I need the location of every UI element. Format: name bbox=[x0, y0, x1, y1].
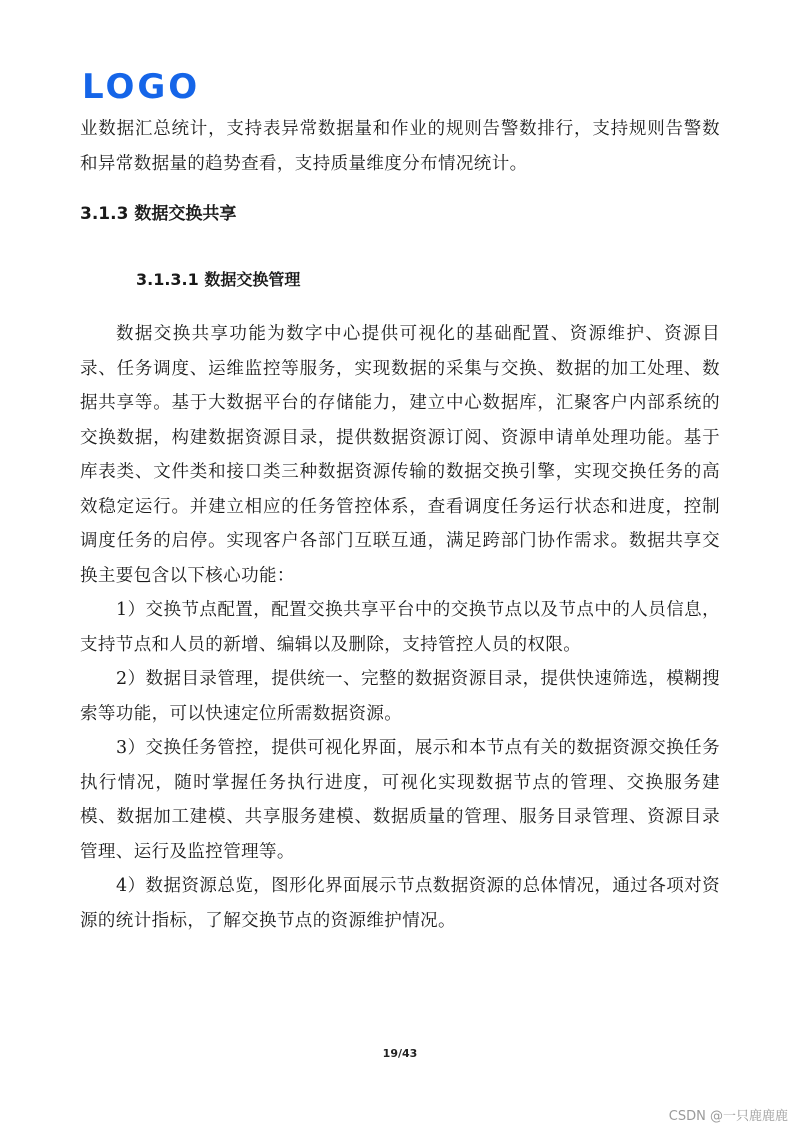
logo: LOGO bbox=[82, 67, 201, 107]
intro-continuation-paragraph: 业数据汇总统计，支持表异常数据量和作业的规则告警数排行，支持规则告警数和异常数据量的趋势查看，支持质量维度分布情况统计。 bbox=[80, 119, 720, 174]
paragraph-item-3: 3）交换任务管控，提供可视化界面，展示和本节点有关的数据资源交换任务执行情况，随时掌握任务执行进度，可视化实现数据节点的管理、交换服务建模、数据加工建模、共享服务建模、数据质量的管理、服务目录管理、资源目录管理、运行及监控管理等。 bbox=[80, 738, 720, 862]
paragraph-overview: 数据交换共享功能为数字中心提供可视化的基础配置、资源维护、资源目录、任务调度、运维监控等服务，实现数据的采集与交换、数据的加工处理、数据共享等。基于大数据平台的存储能力，建立中心数据库，汇聚客户内部系统的交换数据，构建数据资源目录，提供数据资源订阅、资源申请单处理功能。基于库表类、文件类和接口类三种数据资源传输的数据交换引擎，实现交换任务的高效稳定运行。并建立相应的任务管控体系，查看调度任务运行状态和进度，控制调度任务的启停。实现客户各部门互联互通，满足跨部门协作需求。数据共享交换主要包含以下核心功能： bbox=[80, 324, 720, 586]
page-number: 19/43 bbox=[382, 1047, 418, 1060]
subsection-heading: 3.1.3.1 数据交换管理 bbox=[136, 270, 301, 289]
body-paragraphs bbox=[80, 317, 720, 938]
document-body bbox=[80, 112, 720, 938]
paragraph-item-4: 4）数据资源总览，图形化界面展示节点数据资源的总体情况，通过各项对资源的统计指标，了解交换节点的资源维护情况。 bbox=[80, 876, 720, 931]
section-heading: 3.1.3 数据交换共享 bbox=[80, 204, 237, 224]
paragraph-item-1: 1）交换节点配置，配置交换共享平台中的交换节点以及节点中的人员信息，支持节点和人员的新增、编辑以及删除，支持管控人员的权限。 bbox=[80, 600, 720, 655]
watermark: CSDN @一只鹿鹿鹿 bbox=[668, 1109, 788, 1124]
paragraph-item-2: 2）数据目录管理，提供统一、完整的数据资源目录，提供快速筛选，模糊搜索等功能，可以快速定位所需数据资源。 bbox=[80, 669, 720, 724]
